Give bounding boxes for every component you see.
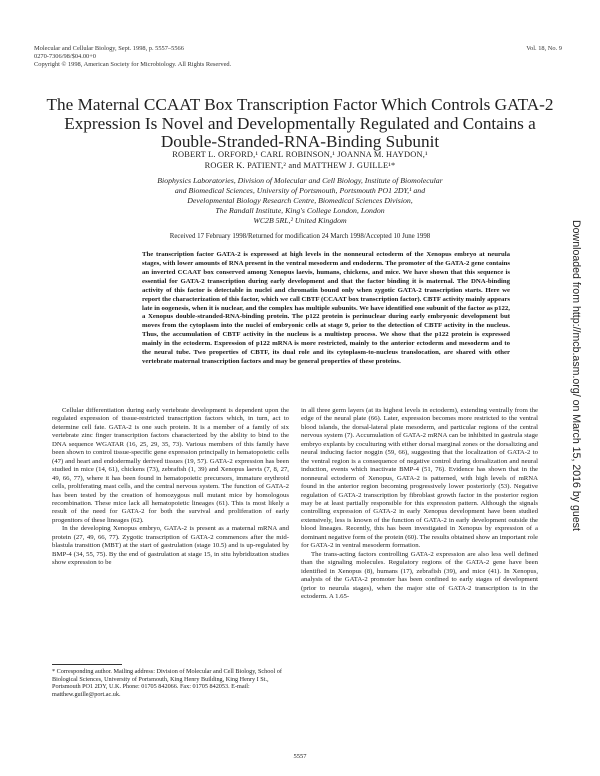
volume-line: Vol. 18, No. 9: [526, 45, 562, 52]
journal-line: Molecular and Cellular Biology, Sept. 1998, p. 5557–5566: [34, 45, 184, 52]
body-paragraph: Cellular differentiation during early vertebrate development is dependent upon the regulated expression of tissue-restricted transcription factors which, in turn, act to determine cell fate. GATA-2 is one such protein. It is a member of a family of six vertebrate zinc finger transcription factors characterized by the ability to bind to the DNA sequence WGATAR (16, 25, 29, 35, 73). Various members of this family have been shown to control tissue-specific gene expression principally in hematopoietic cells (47) and heart and endodermally derived tissues (19, 57). GATA-2 expression has been studied in mice (14, 61), chickens (73), zebrafish (1, 39) and Xenopus laevis (7, 8, 27, 49, 66, 77), where it has been found in hematopoietic precursors, immature erythroid cells, proliferating mast cells, and the central nervous system. The function of GATA-2 has been tested by the creation of homozygous null mutant mice by homologous recombination. These mice lack all hematopoietic lineages (61). This is most likely a result of the need for GATA-2 for both the survival and proliferation of early progenitors of these lineages (62).: [52, 407, 289, 524]
affiliation-line-2: and Biomedical Sciences, University of Portsmouth, Portsmouth PO1 2DY,¹ and: [174, 186, 426, 195]
affiliation-line-3: Developmental Biology Research Centre, Biomedical Sciences Division,: [187, 196, 413, 205]
affiliation-line-1: Biophysics Laboratories, Division of Molecular and Cell Biology, Institute of Biomolecular: [157, 176, 443, 185]
body-paragraph: in all three germ layers (at its highest levels in ectoderm), extending ventrally from the edge of the neural plate (66). Later, expression becomes more restricted to the ventral blood islands, the dorsal-lateral plate mesoderm, and particular regions of the central nervous system (7). Accumulation of GATA-2 mRNA can be inhibited in gastrula stage embryo explants by coculturing with either dorsal marginal zones or the dorsalizing and neural inducing factor noggin (59, 66), suggesting that the localization of GATA-2 to the ventral region is a consequence of negative control during dorsalization and neural induction, events which inactivate BMP-4 (51, 76). Evidence has shown that in the nonneural ectoderm of Xenopus, GATA-2 is patterned, with high levels of mRNA found in the anterior region becoming progressively lower posteriorly (53). Negative regulation of GATA-2 transcription by fibroblast growth factor in the posterior region may be at least partially responsible for this expression pattern. Although the signals controlling expression of GATA-2 in early Xenopus development have been studied extensively, less is known of the function of GATA-2 in early development outside the blood lineages. Recently, this has been investigated in Xenopus by expression of a dominant negative form of the protein (60). The results obtained show an important role for GATA-2 in ventral mesoderm formation.: [301, 407, 538, 550]
body-paragraph: In the developing Xenopus embryo, GATA-2 is present as a maternal mRNA and protein (27, 49, 66, 77). Zygotic transcription of GATA-2 commences after the mid-blastula transition (MBT) at the start of gastrulation (stage 10.5) and is up-regulated by BMP-4 (34, 55, 75). By the end of gastrulation at stage 15, in situ hybridization studies show expression to be: [52, 525, 289, 567]
affiliation: [40, 176, 560, 226]
affiliation-line-5: WC2B 5RL,² United Kingdom: [253, 216, 347, 225]
article-title: The Maternal CCAAT Box Transcription Factor Which Controls GATA-2 Expression Is Novel and Developmentally Regulated and Contains a Double-Stranded-RNA-Binding Subunit: [46, 95, 554, 152]
header-left: [34, 45, 231, 70]
body-column-left: [52, 407, 289, 568]
issn-line: 0270-7306/98/$04.00+0: [34, 53, 97, 61]
affiliation-line-4: The Randall Institute, King's College London, London: [215, 206, 385, 215]
body-paragraph: The trans-acting factors controlling GATA-2 expression are also less well defined than the signaling molecules. Regulatory regions of the GATA-2 gene have been identified in Xenopus (8), humans (17), zebrafish (39), and mice (41). In Xenopus, analysis of the GATA-2 promoter has been confined to early stages of development (prior to neurula stages), when the major site of GATA-2 transcription is in the ectoderm. A 1.65-: [301, 550, 538, 600]
received-dates: Received 17 February 1998/Returned for modification 24 March 1998/Accepted 10 June 1998: [169, 233, 431, 240]
author-line-2: ROGER K. PATIENT,² and MATTHEW J. GUILLE¹*: [204, 160, 396, 170]
copyright-line: Copyright © 1998, American Society for Microbiology. All Rights Reserved.: [34, 61, 232, 69]
page-number: 5557: [293, 753, 307, 760]
abstract: The transcription factor GATA-2 is expressed at high levels in the nonneural ectoderm of the Xenopus embryo at neurula stages, with lower amounts of RNA present in the ventral mesoderm and endoderm. The promoter of the GATA-2 gene contains an inverted CCAAT box conserved among Xenopus laevis, humans, chickens, and mice. We have shown that this sequence is essential for GATA-2 transcription during early development and that the factor binding it is maternal. The DNA-binding activity of this factor is detectable in nuclei and chromatin bound only when zygotic GATA-2 transcription starts. Here we report the characterization of this factor, which we call CBTF (CCAAT box transcription factor). CBTF activity mainly appears late in oogenesis, when it is nuclear, and the complex has multiple subunits. We have identified one subunit of the factor as p122, a Xenopus double-stranded-RNA-binding protein. The p122 protein is perinuclear during early embryonic development but moves from the cytoplasm into the nuclei of embryonic cells at stage 9, prior to the detection of CBTF activity in the nucleus. Thus, the accumulation of CBTF activity in the nucleus is a multistep process. We show that the p122 protein is expressed mainly in the ectoderm. Expression of p122 mRNA is more restricted, mainly to the anterior ectoderm and mesoderm and to the neural tube. Two properties of CBTF, its dual role and its cytoplasm-to-nucleus translocation, are shared with other vertebrate maternal transcription factors and may be general properties of these proteins.: [142, 251, 510, 366]
download-notice-link[interactable]: Downloaded from http://mcb.asm.org/ on March 15, 2016 by guest: [570, 220, 582, 531]
corresponding-author-footnote: * Corresponding author. Mailing address: Division of Molecular and Cell Biology, School of Biological Sciences, University of Portsmouth, King Henry Building, King Henry I St., Portsmouth PO1 2DY, U.K. Phone: 01705 842066. Fax: 01705 842053. E-mail: matthew.guille@port.ac.uk.: [52, 668, 282, 698]
download-sidebar: [572, 220, 592, 540]
footnote-rule: [52, 664, 122, 665]
author-list: [40, 150, 560, 171]
body-column-right: [301, 407, 538, 601]
author-line-1: ROBERT L. ORFORD,¹ CARL ROBINSON,¹ JOANNA M. HAYDON,¹: [172, 150, 428, 159]
